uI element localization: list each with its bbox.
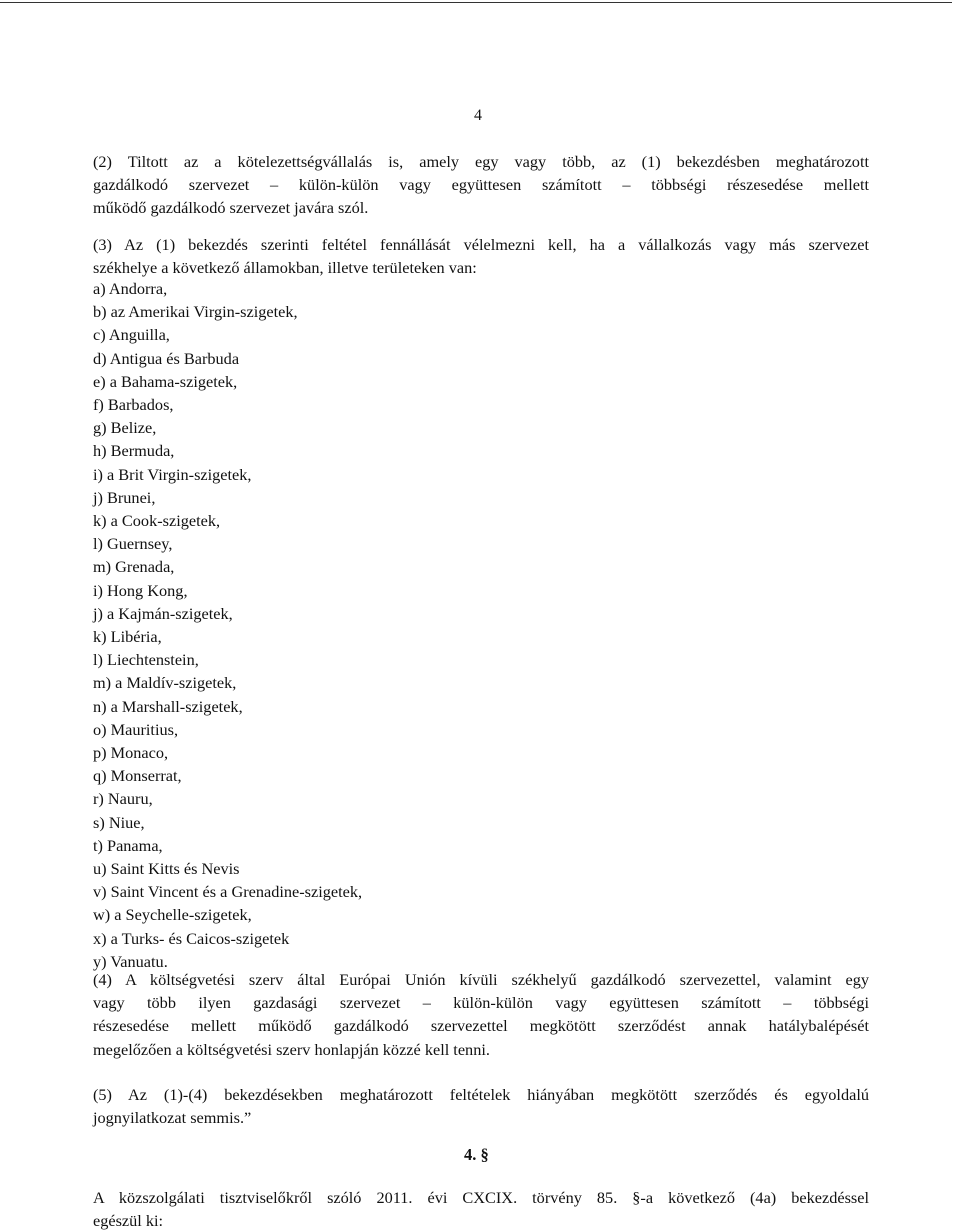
paragraph-line: részesedése mellett működő gazdálkodó szervezettel megkötött szerződést annak hatálybalépését: [93, 1016, 869, 1036]
list-item: w) a Seychelle-szigetek,: [93, 905, 252, 925]
section-heading: 4. §: [464, 1145, 489, 1164]
paragraph-line: (5) Az (1)-(4) bekezdésekben meghatározott feltételek hiányában megkötött szerződés és egyoldalú: [93, 1085, 869, 1104]
list-item: a) Andorra,: [93, 279, 168, 298]
list-item: p) Monaco,: [93, 743, 169, 763]
paragraph-line: megelőzően a költségvetési szerv honlapján közzé kell tenni.: [93, 1039, 490, 1059]
list-item: c) Anguilla,: [93, 325, 170, 345]
paragraph-5: [93, 1083, 869, 1129]
page-number: 4: [474, 107, 482, 124]
list-item: i) Hong Kong,: [93, 580, 188, 600]
list-item: t) Panama,: [93, 835, 163, 855]
paragraph-line: székhelye a következő államokban, illetve területeken van:: [93, 258, 477, 278]
paragraph-3: [93, 233, 869, 279]
list-item: d) Antigua és Barbuda: [93, 348, 240, 368]
list-item: j) Brunei,: [93, 487, 156, 507]
list-item: x) a Turks- és Caicos-szigetek: [93, 928, 290, 948]
list-item: s) Niue,: [93, 812, 145, 832]
list-item: q) Monserrat,: [93, 766, 182, 786]
list-item: l) Liechtenstein,: [93, 650, 199, 670]
list-item: u) Saint Kitts és Nevis: [93, 859, 240, 879]
final-paragraph: [93, 1186, 869, 1232]
top-rule: [0, 2, 952, 3]
paragraph-line: működő gazdálkodó szervezet javára szól.: [93, 198, 369, 218]
list-item: r) Nauru,: [93, 789, 153, 809]
list-item: f) Barbados,: [93, 395, 174, 415]
paragraph-line: gazdálkodó szervezet – külön-külön vagy együttesen számított – többségi részesedése mellett: [93, 175, 869, 195]
list-item: h) Bermuda,: [93, 441, 175, 461]
list-item: m) Grenada,: [93, 557, 175, 577]
paragraph-line: (4) A költségvetési szerv által Európai Unión kívüli székhelyű gazdálkodó szervezettel, valamint egy: [93, 970, 869, 989]
paragraph-line: A közszolgálati tisztviselőkről szóló 2011. évi CXCIX. törvény 85. §-a következő (4a) bekezdéssel: [93, 1188, 869, 1207]
list-item: n) a Marshall-szigetek,: [93, 696, 243, 716]
paragraph-2: [93, 150, 869, 220]
list-item: v) Saint Vincent és a Grenadine-szigetek,: [93, 882, 363, 902]
paragraph-line: jognyilatkozat semmis.”: [93, 1108, 252, 1128]
list-item: g) Belize,: [93, 418, 157, 438]
list-item: o) Mauritius,: [93, 719, 179, 739]
list-item: i) a Brit Virgin-szigetek,: [93, 464, 252, 484]
country-list: [93, 277, 362, 973]
paragraph-line: egészül ki:: [93, 1211, 164, 1231]
list-item: e) a Bahama-szigetek,: [93, 371, 238, 391]
paragraph-line: (3) Az (1) bekezdés szerinti feltétel fennállását vélelmezni kell, ha a vállalkozás vagy más szervezet: [93, 235, 869, 254]
paragraph-line: (2) Tiltott az a kötelezettségvállalás is, amely egy vagy több, az (1) bekezdésben meghatározott: [93, 152, 869, 171]
list-item: j) a Kajmán-szigetek,: [93, 603, 233, 623]
list-item: b) az Amerikai Virgin-szigetek,: [93, 302, 298, 322]
list-item: k) a Cook-szigetek,: [93, 511, 221, 531]
paragraph-line: vagy több ilyen gazdasági szervezet – külön-külön vagy együttesen számított – többségi: [93, 993, 869, 1013]
list-item: k) Libéria,: [93, 627, 162, 647]
list-item: l) Guernsey,: [93, 534, 173, 554]
list-item: y) Vanuatu.: [93, 951, 168, 971]
list-item: m) a Maldív-szigetek,: [93, 673, 237, 693]
paragraph-4: [93, 968, 869, 1061]
